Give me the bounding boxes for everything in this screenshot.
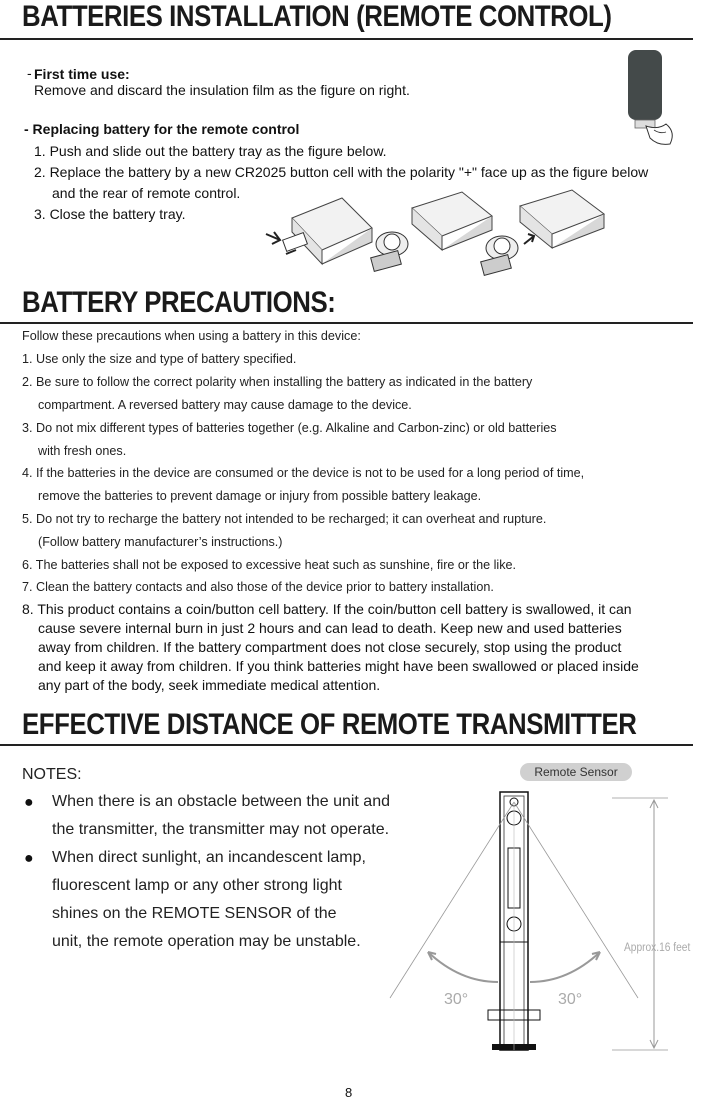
step-2: 2. Replace the battery by a new CR2025 button cell with the polarity "+" face up as the figure below (34, 164, 649, 180)
note-1-line2: the transmitter, the transmitter may not operate. (52, 821, 390, 838)
precaution-4-cont: remove the batteries to prevent damage or injury from possible battery leakage. (38, 489, 482, 503)
page-number: 8 (345, 1085, 353, 1100)
precaution-intro: Follow these precautions when using a battery in this device: (22, 329, 361, 343)
precaution-2: 2. Be sure to follow the correct polarity when installing the battery as indicated in the battery (22, 375, 533, 389)
precaution-8-line3: away from children. If the battery compartment does not close securely, stop using the product (38, 639, 622, 655)
note-1-line1: When there is an obstacle between the unit and (52, 793, 390, 810)
first-use-heading: First time use: (34, 66, 130, 82)
remote-insulation-film-figure (610, 48, 690, 148)
precaution-5-cont: (Follow battery manufacturer’s instructions.) (38, 535, 283, 549)
step-1: 1. Push and slide out the battery tray as the figure below. (34, 143, 387, 159)
range-line-right (514, 802, 638, 998)
distance-underline (0, 744, 693, 746)
precaution-7: 7. Clean the battery contacts and also those of the device prior to battery installation. (22, 580, 494, 594)
remote-range-diagram (380, 760, 710, 1060)
precaution-8-line4: and keep it away from children. If you think batteries might have been swallowed or placed inside (38, 658, 639, 674)
battery-tray-replacement-figure (262, 188, 612, 288)
angle-arc-left (428, 952, 498, 982)
first-use-dash: - (27, 65, 32, 81)
first-use-text: Remove and discard the insulation film as the figure on right. (34, 82, 410, 98)
bullet-2: ● (24, 850, 34, 867)
precaution-3-cont: with fresh ones. (38, 444, 127, 458)
section-title-batteries-installation: BATTERIES INSTALLATION (REMOTE CONTROL) (22, 0, 612, 33)
precaution-3: 3. Do not mix different types of batteries together (e.g. Alkaline and Carbon-zinc) or old batteries (22, 421, 557, 435)
replacing-heading: - Replacing battery for the remote control (24, 121, 300, 137)
precautions-underline (0, 322, 693, 324)
precaution-8-line5: any part of the body, seek immediate medical attention. (38, 677, 381, 693)
precaution-6: 6. The batteries shall not be exposed to excessive heat such as sunshine, fire or the like. (22, 558, 517, 572)
note-2-line2: fluorescent lamp or any other strong light (52, 877, 342, 894)
title-underline (0, 38, 693, 40)
step-3: 3. Close the battery tray. (34, 206, 186, 222)
angle-right-label: 30° (558, 991, 583, 1008)
range-line-left (390, 802, 514, 998)
bullet-1: ● (24, 794, 34, 811)
precaution-1: 1. Use only the size and type of battery specified. (22, 352, 297, 366)
distance-label: Approx.16 feet (624, 941, 691, 955)
section-title-battery-precautions: BATTERY PRECAUTIONS: (22, 286, 336, 319)
notes-label: NOTES: (22, 766, 82, 783)
precaution-4: 4. If the batteries in the device are consumed or the device is not to be used for a long period of time, (22, 466, 585, 480)
section-title-effective-distance: EFFECTIVE DISTANCE OF REMOTE TRANSMITTER (22, 708, 637, 741)
note-2-line1: When direct sunlight, an incandescent lamp, (52, 849, 366, 866)
precaution-5: 5. Do not try to recharge the battery not intended to be recharged; it can overheat and rupture. (22, 512, 547, 526)
note-2-line3: shines on the REMOTE SENSOR of the (52, 905, 337, 922)
remote-sensor-label: Remote Sensor (534, 765, 618, 779)
angle-left-label: 30° (444, 991, 469, 1008)
angle-arc-right (530, 952, 600, 982)
precaution-2-cont: compartment. A reversed battery may cause damage to the device. (38, 398, 412, 412)
precaution-8-line2: cause severe internal burn in just 2 hours and can lead to death. Keep new and used batteries (38, 620, 622, 636)
step-2-cont: and the rear of remote control. (52, 185, 241, 201)
note-2-line4: unit, the remote operation may be unstable. (52, 933, 361, 950)
precaution-8: 8. This product contains a coin/button cell battery. If the coin/button cell battery is swallowed, it can (22, 601, 632, 617)
